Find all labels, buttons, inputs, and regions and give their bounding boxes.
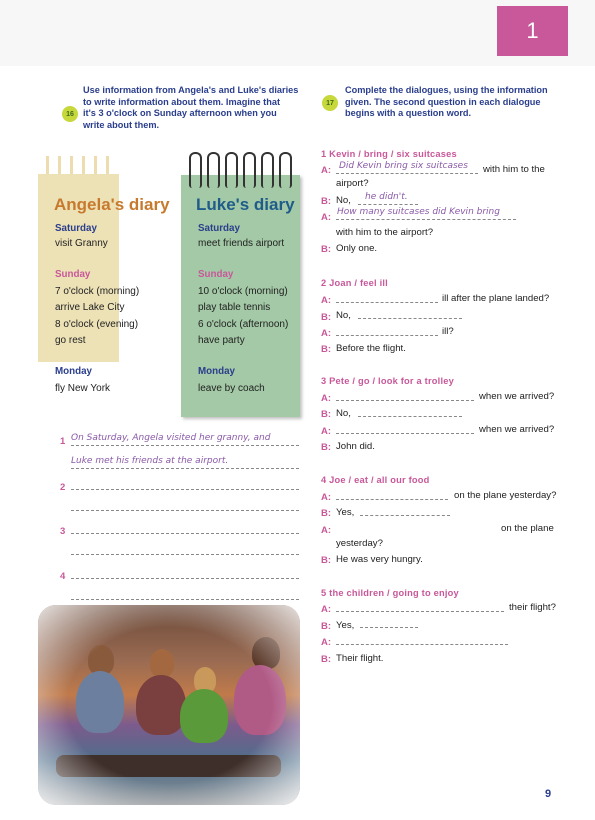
instruction-line: write about them.	[83, 119, 160, 130]
dialogue-text: Yes,	[336, 507, 355, 518]
dialogue-title: 1 Kevin / bring / six suitcases	[321, 149, 457, 159]
luke-diary-title: Luke's diary	[196, 195, 295, 214]
dialogue-text: their flight?	[509, 602, 556, 613]
page-number: 9	[545, 788, 552, 800]
answer-line[interactable]	[71, 533, 299, 534]
spiral-ring	[189, 152, 202, 188]
answer-line[interactable]	[71, 445, 299, 446]
speaker-b: B:	[321, 508, 332, 519]
dialogue-text: airport?	[336, 178, 369, 189]
instruction-line: Use information from Angela's and Luke's diaries	[83, 85, 299, 95]
answer-line[interactable]	[358, 416, 462, 417]
dialogue-text: No,	[336, 408, 351, 419]
luke-sunday-item: play table tennis	[198, 302, 271, 313]
angela-sunday-item: 8 o'clock (evening)	[55, 319, 139, 330]
dialogue-text: with him to the	[483, 164, 545, 175]
dialogue-text: Their flight.	[336, 653, 384, 664]
answer-line[interactable]	[71, 510, 299, 511]
answer-line[interactable]	[360, 515, 450, 516]
item-number: 4	[60, 571, 66, 582]
answer-line[interactable]	[358, 318, 462, 319]
dialogue-text: No,	[336, 310, 351, 321]
exercise-16-instruction	[83, 85, 313, 131]
speaker-a: A:	[321, 426, 332, 437]
answer-line[interactable]	[71, 554, 299, 555]
speaker-b: B:	[321, 621, 332, 632]
photo-children-eating-ice-cream	[38, 605, 300, 805]
dialogue-text: He was very hungry.	[336, 554, 423, 565]
dialogue-text: on the plane	[501, 523, 554, 534]
luke-monday: Monday	[198, 366, 236, 377]
answer-line[interactable]	[336, 499, 448, 500]
dialogue-text: John did.	[336, 441, 375, 452]
dialogue-title: 5 the children / going to enjoy	[321, 588, 459, 598]
answer-line[interactable]	[336, 335, 438, 336]
angela-sunday-item: go rest	[55, 335, 86, 346]
handwritten-answer: he didn't.	[365, 192, 408, 202]
dialogue-text: when we arrived?	[479, 391, 555, 402]
speaker-b: B:	[321, 555, 332, 566]
item-number: 3	[60, 526, 66, 537]
dialogue-text: ill?	[442, 326, 454, 337]
handwritten-answer: Did Kevin bring six suitcases	[339, 161, 468, 171]
speaker-b: B:	[321, 344, 332, 355]
luke-monday-item: leave by coach	[198, 383, 265, 394]
speaker-a: A:	[321, 492, 332, 503]
spiral-ring	[279, 152, 292, 188]
speaker-a: A:	[321, 328, 332, 339]
dialogue-title: 2 Joan / feel ill	[321, 278, 388, 288]
angela-saturday-item: visit Granny	[55, 238, 108, 249]
answer-line[interactable]	[336, 302, 438, 303]
exercise-16-number: 16	[66, 110, 74, 118]
dialogue-text: Before the flight.	[336, 343, 406, 354]
speaker-b: B:	[321, 244, 332, 255]
angela-monday: Monday	[55, 366, 93, 377]
luke-sunday-item: 10 o'clock (morning)	[198, 286, 288, 297]
unit-number-tab	[497, 6, 568, 56]
dialogue-text: No,	[336, 195, 351, 206]
angela-diary-title: Angela's diary	[54, 195, 170, 214]
answer-line[interactable]	[358, 204, 418, 205]
angela-monday-item: fly New York	[55, 383, 111, 394]
dialogue-text: Yes,	[336, 620, 355, 631]
unit-number: 1	[526, 18, 539, 43]
handwritten-answer: Luke met his friends at the airport.	[71, 456, 229, 466]
angela-sunday-item: arrive Lake City	[55, 302, 125, 313]
answer-line[interactable]	[360, 627, 418, 628]
instruction-line: begins with a question word.	[345, 108, 472, 118]
dialogue-title: 3 Pete / go / look for a trolley	[321, 376, 454, 386]
dialogue-text: Only one.	[336, 243, 378, 254]
exercise-17-number: 17	[326, 99, 334, 107]
angela-sunday-item: 7 o'clock (morning)	[55, 286, 140, 297]
luke-sunday-item: 6 o'clock (afternoon)	[198, 319, 289, 330]
speaker-a: A:	[321, 295, 332, 306]
speaker-a: A:	[321, 604, 332, 615]
dialogue-title: 4 Joe / eat / all our food	[321, 475, 430, 485]
speaker-a: A:	[321, 637, 332, 648]
exercise-17-instruction	[345, 85, 570, 120]
dialogue-text: on the plane yesterday?	[454, 490, 557, 501]
spiral-ring	[243, 152, 256, 188]
instruction-line: it's 3 o'clock on Sunday afternoon when you	[83, 108, 277, 118]
handwritten-answer: How many suitcases did Kevin bring	[337, 207, 500, 217]
speaker-b: B:	[321, 312, 332, 323]
instruction-line: given. The second question in each dialogue	[345, 96, 541, 107]
speaker-b: B:	[321, 196, 332, 207]
instruction-line: to write information about them. Imagine that	[83, 96, 281, 107]
luke-saturday: Saturday	[198, 223, 240, 234]
item-number: 1	[60, 436, 66, 447]
exercise-17-badge	[322, 95, 338, 111]
answer-line[interactable]	[336, 173, 478, 174]
luke-sunday: Sunday	[198, 269, 234, 280]
speaker-a: A:	[321, 165, 332, 176]
dialogue-text: yesterday?	[336, 538, 383, 549]
answer-line[interactable]	[71, 468, 299, 469]
spiral-ring	[261, 152, 274, 188]
angela-sunday: Sunday	[55, 269, 91, 280]
exercise-16-badge	[62, 106, 78, 122]
spiral-ring	[207, 152, 220, 188]
angela-saturday: Saturday	[55, 223, 97, 234]
speaker-b: B:	[321, 442, 332, 453]
dialogue-text: when we arrived?	[479, 424, 555, 435]
dialogue-text: with him to the airport?	[336, 227, 434, 238]
handwritten-answer: On Saturday, Angela visited her granny, and	[71, 433, 271, 443]
speaker-a: A:	[321, 393, 332, 404]
answer-line[interactable]	[336, 611, 504, 612]
answer-line[interactable]	[336, 644, 508, 645]
speaker-b: B:	[321, 654, 332, 665]
luke-sunday-item: have party	[198, 335, 245, 346]
spiral-ring	[225, 152, 238, 188]
answer-line[interactable]	[336, 219, 516, 220]
speaker-b: B:	[321, 409, 332, 420]
answer-line[interactable]	[336, 400, 474, 401]
dialogue-text: ill after the plane landed?	[442, 293, 550, 304]
answer-line[interactable]	[336, 433, 474, 434]
speaker-a: A:	[321, 212, 332, 223]
instruction-line: Complete the dialogues, using the information	[345, 85, 548, 95]
speaker-a: A:	[321, 525, 332, 536]
answer-line[interactable]	[71, 599, 299, 600]
answer-line[interactable]	[71, 578, 299, 579]
item-number: 2	[60, 482, 66, 493]
answer-line[interactable]	[71, 489, 299, 490]
luke-saturday-item: meet friends airport	[198, 238, 285, 249]
